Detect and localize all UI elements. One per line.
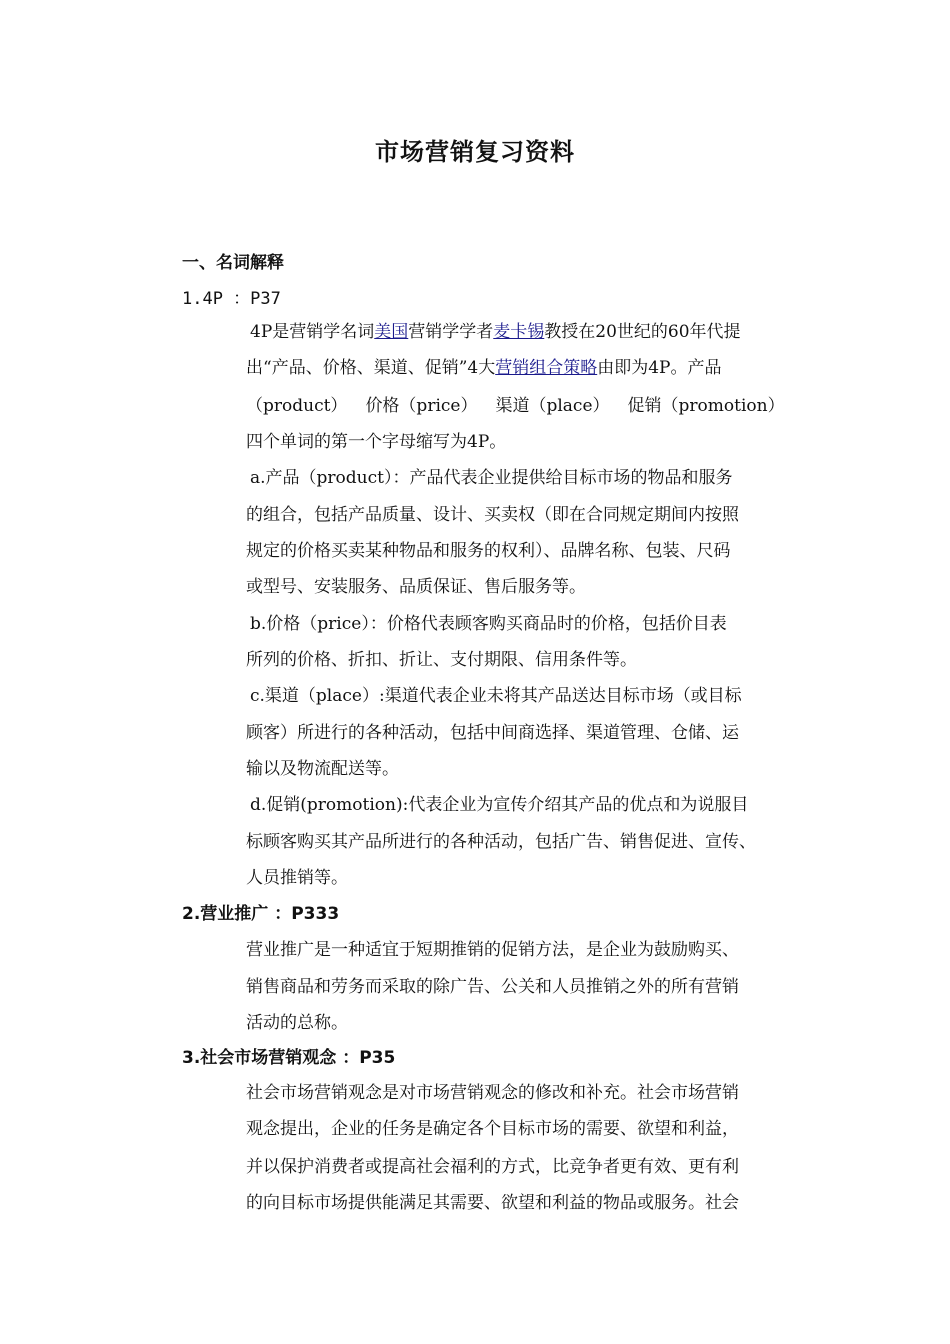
paragraph-line: 或型号、安装服务、品质保证、售后服务等。 — [246, 577, 586, 597]
link-usa[interactable]: 美国 — [374, 322, 409, 342]
paragraph-line: 人员推销等。 — [246, 868, 348, 888]
text-run: 由即为4P。产品 — [597, 358, 722, 378]
term-heading-4p: 1.4P ：P37 — [182, 289, 281, 309]
text-run: 营销学学者 — [408, 322, 494, 342]
paragraph-line: 的向目标市场提供能满足其需要、欲望和利益的物品或服务。社会 — [246, 1193, 739, 1213]
paragraph-line: 四个单词的第一个字母缩写为4P。 — [246, 432, 507, 452]
text-run: （product） — [246, 396, 348, 416]
paragraph-line: 的组合，包括产品质量、设计、买卖权（即在合同规定期间内按照 — [246, 505, 739, 525]
paragraph-line: 标顾客购买其产品所进行的各种活动，包括广告、销售促进、宣传、 — [246, 832, 756, 852]
text-run: 教授在20世纪的60年代提 — [544, 322, 741, 342]
document-title: 市场营销复习资料 — [375, 138, 575, 166]
text-run: 渠道（place） — [495, 396, 610, 416]
paragraph-line: 活动的总称。 — [246, 1013, 348, 1033]
paragraph-line — [246, 394, 785, 418]
paragraph-line: 并以保护消费者或提高社会福利的方式，比竞争者更有效、更有利 — [246, 1157, 739, 1177]
text-run: 价格（price） — [365, 396, 478, 416]
paragraph-line: 输以及物流配送等。 — [246, 759, 399, 779]
paragraph-line: c.渠道（place）:渠道代表企业未将其产品送达目标市场（或目标 — [250, 686, 742, 706]
paragraph-line: a.产品（product）：产品代表企业提供给目标市场的物品和服务 — [250, 468, 733, 488]
term-heading-societal-marketing: 3.社会市场营销观念 ：P35 — [182, 1048, 396, 1068]
paragraph-line: 社会市场营销观念是对市场营销观念的修改和补充。社会市场营销 — [246, 1083, 739, 1103]
paragraph-line: 顾客）所进行的各种活动，包括中间商选择、渠道管理、仓储、运 — [246, 723, 739, 743]
paragraph-line: 观念提出，企业的任务是确定各个目标市场的需要、欲望和利益， — [246, 1119, 739, 1139]
paragraph-line: 规定的价格买卖某种物品和服务的权利）、品牌名称、包装、尺码 — [246, 541, 731, 561]
paragraph-line: 销售商品和劳务而采取的除广告、公关和人员推销之外的所有营销 — [246, 977, 739, 997]
link-mccarthy[interactable]: 麦卡锡 — [493, 322, 545, 342]
paragraph-line: b.价格（price）：价格代表顾客购买商品时的价格，包括价目表 — [250, 614, 727, 634]
term-heading-sales-promotion: 2.营业推广 ：P333 — [182, 904, 340, 924]
section-heading: 一、名词解释 — [182, 253, 284, 273]
text-run: 出“产品、价格、渠道、促销”4大 — [246, 358, 496, 378]
paragraph-line — [250, 320, 741, 344]
paragraph-line: 所列的价格、折扣、折让、支付期限、信用条件等。 — [246, 650, 637, 670]
text-run: 4P是营销学名词 — [250, 322, 375, 342]
paragraph-line — [246, 356, 721, 380]
text-run: 促销（promotion） — [627, 396, 785, 416]
paragraph-line: 营业推广是一种适宜于短期推销的促销方法，是企业为鼓励购买、 — [246, 940, 739, 960]
paragraph-line: d.促销(promotion):代表企业为宣传介绍其产品的优点和为说服目 — [250, 795, 749, 815]
link-marketing-mix[interactable]: 营销组合策略 — [495, 358, 598, 378]
